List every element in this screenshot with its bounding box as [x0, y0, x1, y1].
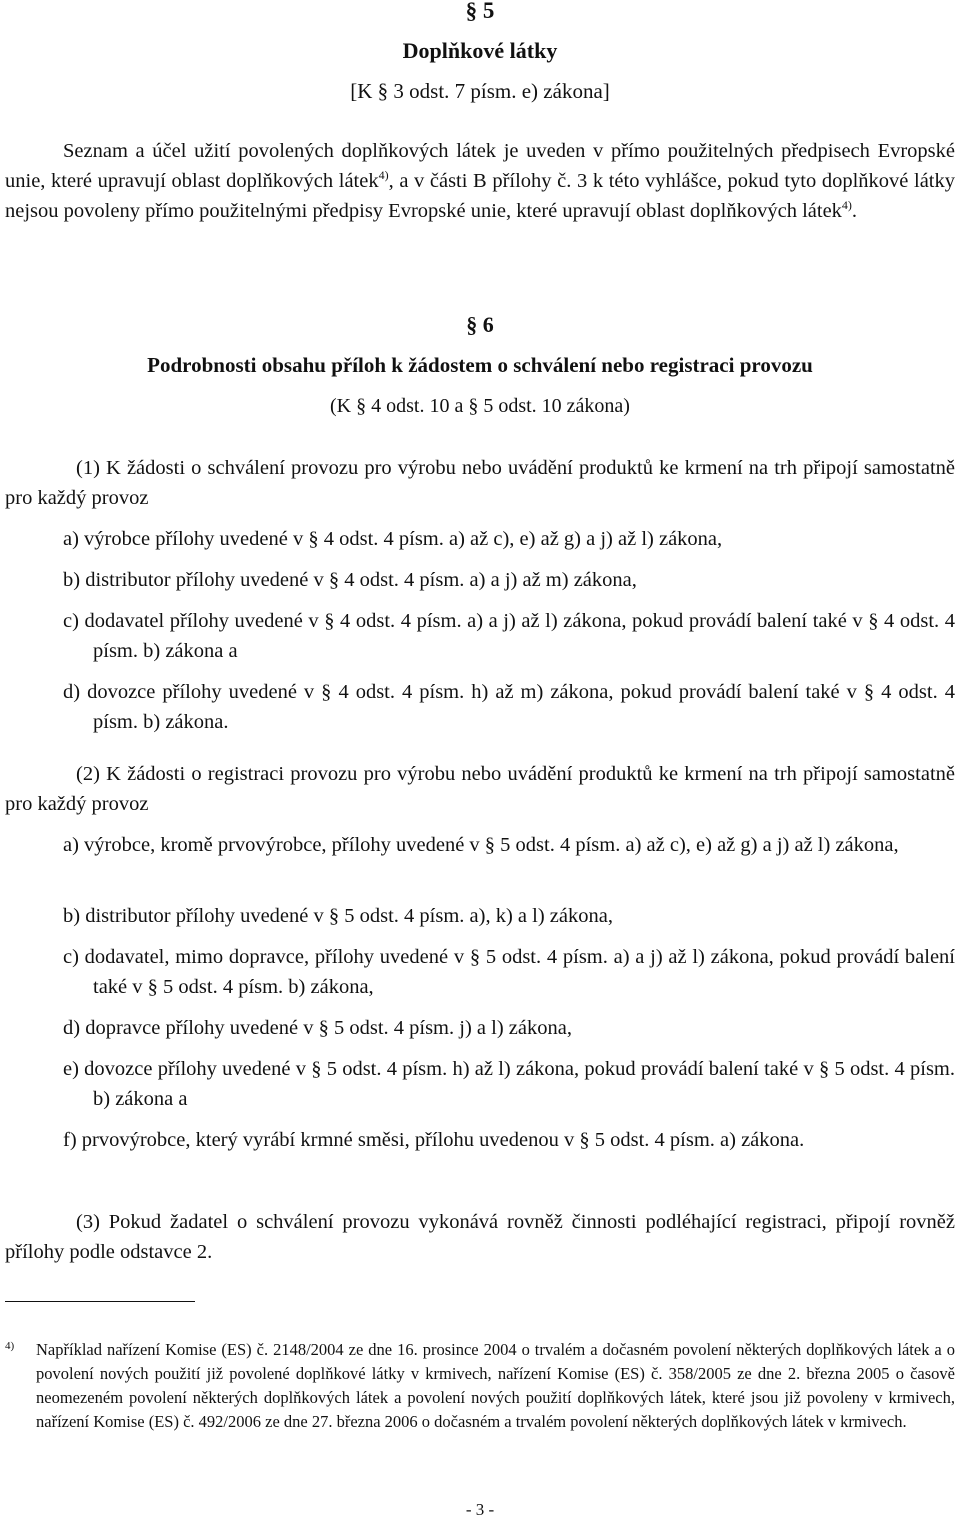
paragraph-text-c: . [851, 200, 858, 222]
section-6-reference: (K § 4 odst. 10 a § 5 odst. 10 zákona) [330, 395, 630, 417]
footnote-text: Například nařízení Komise (ES) č. 2148/2004 ze dne 16. prosince 2004 o trvalém a dočasném povolení některých doplňkových látek a o povolení nových použití již povolené doplňkové látky v krmivech, nařízení Komise (ES) č. 358/2005 ze dne 2. března 2005 o časově neomezeném povolení některých doplňkových látek a povolení nových použití doplňkových látek, které jsou již povoleny v krmivech, nařízení Komise (ES) č. 492/2006 ze dne 27. března 2006 o dočasném a trvalém povolení některých doplňkových látek v krmivech. [36, 1340, 955, 1431]
paragraph-text-a: Seznam a účel užití povolených doplňkových látek je uveden v přímo použitelných předpisech Evropské unie, které upravují oblast doplňkových látek [5, 140, 955, 192]
section-6-paragraph-1 [5, 453, 955, 513]
paragraph-3-text: (3) Pokud žadatel o schválení provozu vykonává rovněž činnosti podléhající registraci, připojí rovněž přílohy podle odstavce 2. [5, 1211, 955, 1263]
list-item: b) distributor přílohy uvedené v § 4 odst. 4 písm. a) a j) až m) zákona, [63, 569, 637, 591]
section-5-paragraph [5, 136, 955, 226]
paragraph-text-b: , a v části B přílohy č. 3 k této vyhlášce, pokud tyto doplňkové látky nejsou povoleny přímo použitelnými předpisy Evropské unie, které upravují oblast doplňkových látek [5, 170, 955, 222]
list-item: c) dodavatel přílohy uvedené v § 4 odst. 4 písm. a) a j) až l) zákona, pokud provádí balení také v § 4 odst. 4 písm. b) zákona a [63, 610, 955, 662]
list-item: c) dodavatel, mimo dopravce, přílohy uvedené v § 5 odst. 4 písm. a) a j) až l) zákona, pokud provádí balení také v § 5 odst. 4 písm. b) zákona, [63, 946, 955, 998]
list-item: b) distributor přílohy uvedené v § 5 odst. 4 písm. a), k) a l) zákona, [63, 905, 613, 927]
paragraph-1-text: (1) K žádosti o schválení provozu pro výrobu nebo uvádění produktů ke krmení na trh připojí samostatně pro každý provoz [5, 457, 955, 509]
section-5-reference: [K § 3 odst. 7 písm. e) zákona] [350, 79, 610, 103]
list-item: f) prvovýrobce, který vyrábí krmné směsi, přílohu uvedenou v § 5 odst. 4 písm. a) zákona. [63, 1129, 805, 1151]
list-item: d) dopravce přílohy uvedené v § 5 odst. 4 písm. j) a l) zákona, [63, 1017, 572, 1039]
section-6-paragraph-2 [5, 759, 955, 819]
footnote-ref: 4) [841, 198, 852, 213]
footnote-ref: 4) [378, 168, 389, 183]
list-item: a) výrobce přílohy uvedené v § 4 odst. 4 písm. a) až c), e) až g) a j) až l) zákona, [63, 528, 723, 550]
section-5-number: § 5 [465, 0, 495, 23]
list-item: d) dovozce přílohy uvedené v § 4 odst. 4 písm. h) až m) zákona, pokud provádí balení také v § 4 odst. 4 písm. b) zákona. [63, 681, 955, 733]
section-6-paragraph-3 [5, 1207, 955, 1267]
section-6-title: Podrobnosti obsahu příloh k žádostem o schválení nebo registraci provozu [147, 353, 813, 377]
paragraph-2-text: (2) K žádosti o registraci provozu pro výrobu nebo uvádění produktů ke krmení na trh připojí samostatně pro každý provoz [5, 763, 955, 815]
footnote-mark: 4) [5, 1340, 15, 1352]
list-item: e) dovozce přílohy uvedené v § 5 odst. 4 písm. h) až l) zákona, pokud provádí balení také v § 5 odst. 4 písm. b) zákona a [63, 1058, 955, 1110]
page-number: - 3 - [465, 1500, 495, 1519]
footnote [5, 1338, 955, 1434]
section-6-number: § 6 [466, 312, 494, 337]
list-item: a) výrobce, kromě prvovýrobce, přílohy uvedené v § 5 odst. 4 písm. a) až c), e) až g) a j) až l) zákona, [63, 834, 899, 856]
section-5-title: Doplňkové látky [402, 38, 558, 63]
footnote-divider [5, 1301, 195, 1302]
